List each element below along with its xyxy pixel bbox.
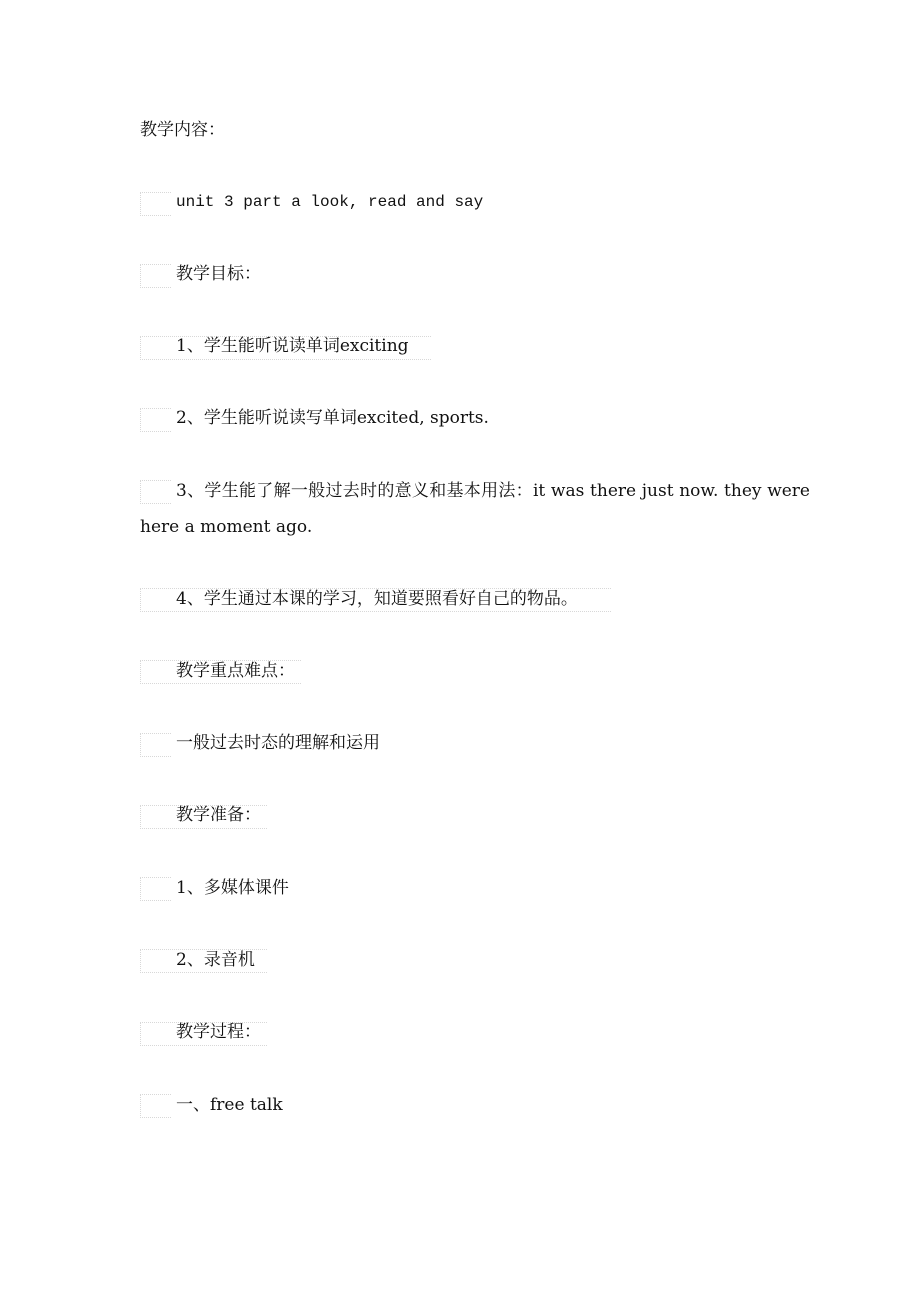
heading-preparation: 教学准备： <box>176 805 261 825</box>
unit-title: unit 3 part a look, read and say <box>176 193 484 211</box>
heading-process: 教学过程： <box>176 1022 261 1042</box>
heading-teaching-content: 教学内容： <box>140 120 225 140</box>
prep-item-1: 1、多媒体课件 <box>176 878 289 898</box>
goal-item-1: 1、学生能听说读单词exciting <box>176 336 409 356</box>
heading-key-points: 教学重点难点： <box>176 661 295 681</box>
heading-teaching-goals: 教学目标： <box>176 264 261 284</box>
goal-item-4: 4、学生通过本课的学习，知道要照看好自己的物品。 <box>176 589 578 609</box>
key-point-text: 一般过去时态的理解和运用 <box>176 733 380 753</box>
goal-item-2: 2、学生能听说读写单词excited, sports. <box>176 408 489 428</box>
prep-item-2: 2、录音机 <box>176 950 255 970</box>
process-step-1: 一、free talk <box>176 1095 283 1115</box>
goal-item-3: 3、学生能了解一般过去时的意义和基本用法：it was there just now. they were here a moment ago. <box>140 481 810 537</box>
